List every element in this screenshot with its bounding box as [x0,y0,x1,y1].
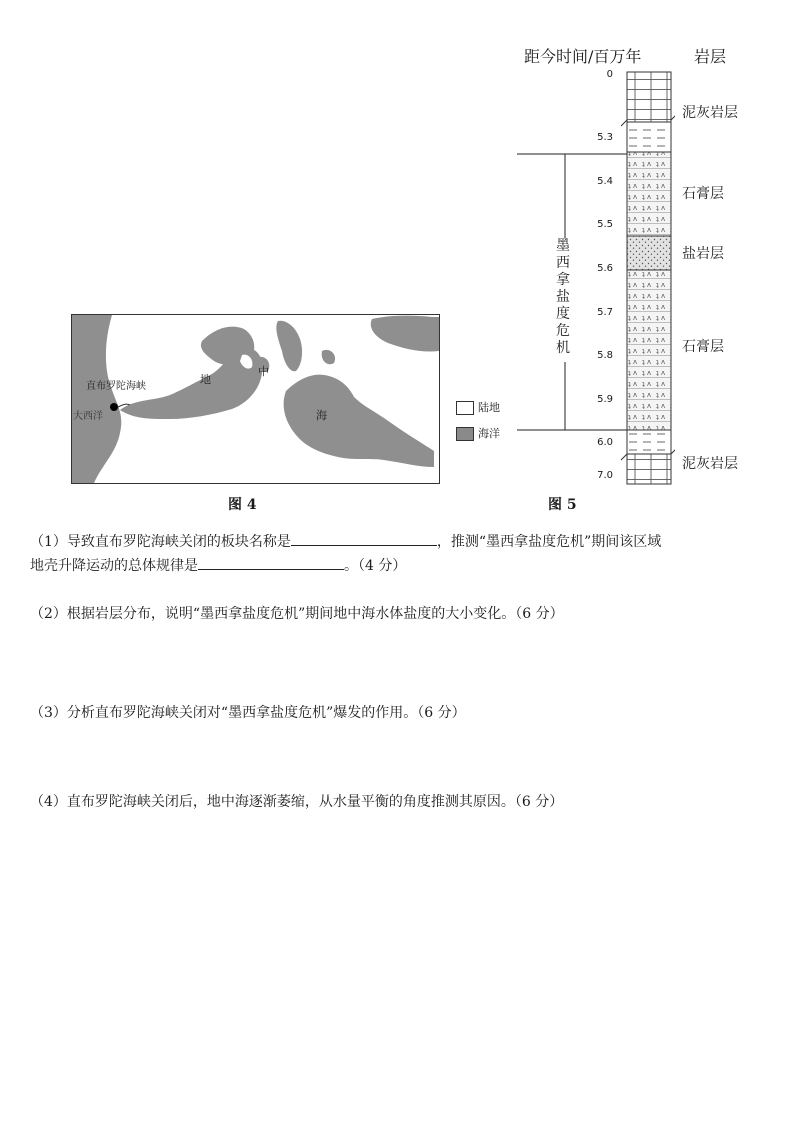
tick-label: 6.0 [597,437,613,448]
tick-label: 5.9 [597,394,613,405]
map-char-zhong: 中 [258,365,269,378]
q1-text-a: （1）导致直布罗陀海峡关闭的板块名称是 [30,534,291,550]
figure4-caption: 图 4 [228,497,257,513]
layer-label-marl-bottom: 泥灰岩层 [682,456,738,472]
layer-label-salt: 盐岩层 [682,246,724,262]
figure5-caption: 图 5 [548,497,577,513]
time-axis-header: 距今时间/百万年 [524,47,642,66]
aegean-island-shape [322,350,335,364]
black-sea-shape [371,316,439,352]
legend-land-swatch [456,401,474,415]
legend-sea-swatch [456,427,474,441]
eastern-basin-shape [284,375,434,467]
question-4: （4）直布罗陀海峡关闭后，地中海逐渐萎缩，从水量平衡的角度推测其原因。（6 分） [30,794,564,810]
crisis-label-text: 墨西拿盐度危机 [556,238,570,356]
q1-answer-blank-2[interactable] [198,553,344,570]
layer-marl-lower [627,430,671,454]
question-3: （3）分析直布罗陀海峡关闭对“墨西拿盐度危机”爆发的作用。（6 分） [30,705,466,721]
tick-label: 5.6 [597,263,613,274]
question-2: （2）根据岩层分布，说明“墨西拿盐度危机”期间地中海水体盐度的大小变化。（6 分） [30,606,564,622]
map-char-hai: 海 [316,409,327,422]
strait-location-dot [110,403,118,411]
layer-label-marl-top: 泥灰岩层 [682,105,738,121]
layer-label-gypsum-upper: 石膏层 [682,186,724,202]
q1-text-d: 。（4 分） [344,558,407,574]
tick-label: 5.3 [597,132,613,143]
layer-label-gypsum-lower: 石膏层 [682,339,724,355]
atlantic-label: 大西洋 [73,411,103,422]
tick-label: 0 [606,69,613,80]
stratigraphic-column [515,70,675,490]
layer-salt [627,236,671,270]
layer-marl-top [627,72,671,122]
layer-marl-upper [627,122,671,152]
tick-label: 5.8 [597,350,613,361]
tick-label: 7.0 [597,470,613,481]
q1-answer-blank-1[interactable] [291,529,437,546]
legend-sea-label: 海洋 [478,427,500,440]
layer-gypsum-upper [627,152,671,236]
atlantic-sea-shape [72,315,121,483]
figure4-map [71,314,440,484]
strait-label: 直布罗陀海峡 [86,381,146,392]
mediterranean-map-graphic [72,315,439,483]
crisis-label [555,238,575,357]
map-char-di: 地 [200,373,211,386]
question-1-line-1 [30,529,661,554]
legend-land-label: 陆地 [478,401,500,414]
tick-label: 5.5 [597,219,613,230]
layer-marl-bottom [627,454,671,484]
q1-text-b: ，推测“墨西拿盐度危机”期间该区域 [436,534,662,550]
question-1-line-2 [30,553,406,578]
adriatic-sea-shape [276,321,302,372]
tick-label: 5.7 [597,307,613,318]
layer-header: 岩层 [694,47,727,66]
layer-gypsum-lower [627,270,671,430]
q1-text-c: 地壳升降运动的总体规律是 [30,558,198,574]
tick-label: 5.4 [597,176,613,187]
